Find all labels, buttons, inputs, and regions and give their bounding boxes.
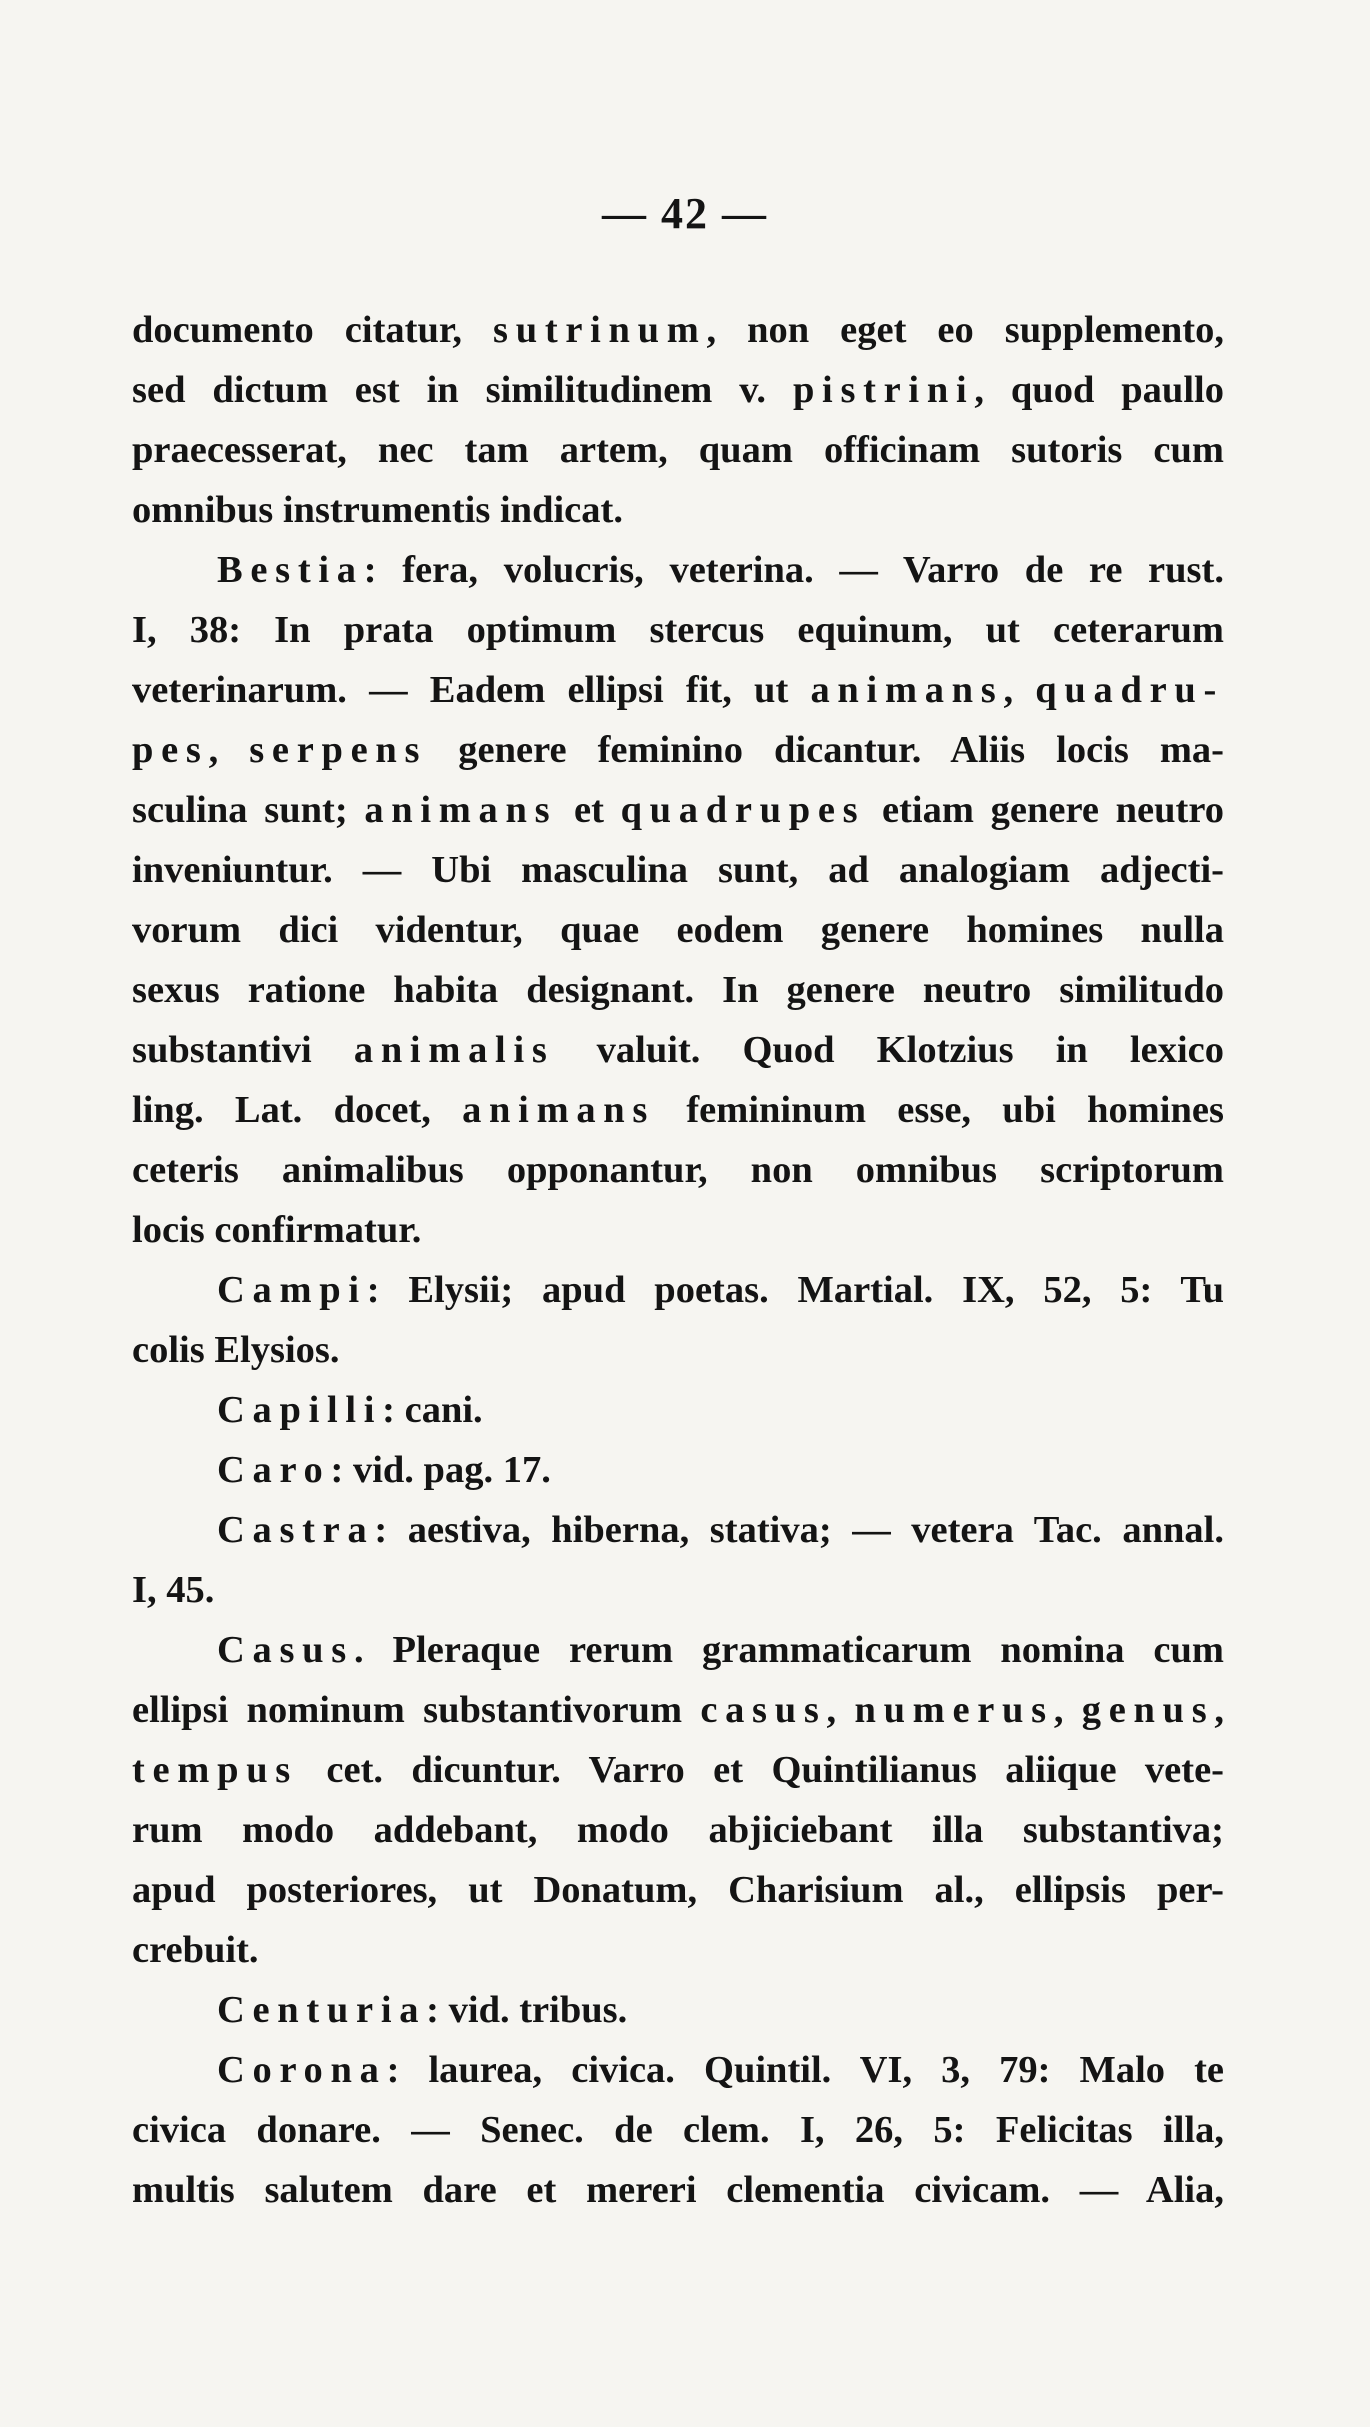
spaced-term: Corona — [217, 2049, 387, 2091]
text-segment: substantivi — [132, 1029, 354, 1071]
text-segment: civica donare. — Senec. de clem. I, 26, 5: Felicitas illa, — [132, 2109, 1224, 2151]
text-segment: valuit. Quod Klotzius in lexico — [554, 1029, 1224, 1071]
spaced-term: Centuria — [217, 1989, 427, 2031]
text-line — [132, 1320, 1224, 1380]
text-segment: sed dictum est in similitudinem v. — [132, 369, 793, 411]
text-segment: et — [557, 789, 621, 831]
text-segment: I, 45. — [132, 1569, 215, 1611]
text-line — [132, 780, 1224, 840]
text-line — [132, 1200, 1224, 1260]
text-line — [132, 540, 1224, 600]
text-segment: : aestiva, hiberna, stativa; — vetera Tac. annal. — [374, 1509, 1224, 1551]
spaced-term: Casus — [217, 1629, 354, 1671]
spaced-term: sutrinum — [493, 309, 707, 351]
spaced-term: Campi — [217, 1269, 367, 1311]
text-segment: , — [1053, 1689, 1082, 1731]
spaced-term: tempus — [132, 1749, 298, 1791]
text-line — [132, 900, 1224, 960]
text-line — [132, 1440, 1224, 1500]
text-line — [132, 960, 1224, 1020]
text-line — [132, 2040, 1224, 2100]
text-line — [132, 1740, 1224, 1800]
text-segment: colis Elysios. — [132, 1329, 340, 1371]
text-segment: . Pleraque rerum grammaticarum nomina cum — [353, 1629, 1224, 1671]
text-line — [132, 1380, 1224, 1440]
text-segment: genere feminino dicantur. Aliis locis ma- — [427, 729, 1224, 771]
spaced-term: Caro — [217, 1449, 331, 1491]
text-segment: veterinarum. — Eadem ellipsi fit, ut — [132, 669, 811, 711]
text-segment: : vid. pag. 17. — [330, 1449, 551, 1491]
text-segment: ellipsi nominum substantivorum — [132, 1689, 701, 1731]
text-line — [132, 1980, 1224, 2040]
text-segment: : Elysii; apud poetas. Martial. IX, 52, 5: Tu — [366, 1269, 1224, 1311]
spaced-term: numerus — [854, 1689, 1054, 1731]
text-line — [132, 1020, 1224, 1080]
text-line — [132, 1080, 1224, 1140]
page-number: — 42 — — [602, 189, 768, 238]
text-segment: I, 38: In prata optimum stercus equinum, ut ceterarum — [132, 609, 1224, 651]
text-line — [132, 1680, 1224, 1740]
text-line — [132, 720, 1224, 780]
text-segment: , non eget eo supplemento, — [706, 309, 1224, 351]
spaced-term: pes — [132, 729, 209, 771]
spaced-term: serpens — [249, 729, 428, 771]
text-segment: ling. Lat. docet, — [132, 1089, 463, 1131]
spaced-term: quadrupes — [620, 789, 866, 831]
spaced-term: animans — [462, 1089, 656, 1131]
spaced-term: pistrini — [792, 369, 975, 411]
text-line — [132, 600, 1224, 660]
text-line — [132, 420, 1224, 480]
text-segment: , — [826, 1689, 855, 1731]
text-segment: : fera, volucris, veterina. — Varro de re rust. — [363, 549, 1224, 591]
text-segment: praecesserat, nec tam artem, quam officinam sutoris cum — [132, 429, 1224, 471]
text-segment: ceteris animalibus opponantur, non omnibus scriptorum — [132, 1149, 1224, 1191]
text-segment: , — [208, 729, 250, 771]
text-segment: : vid. tribus. — [426, 1989, 628, 2031]
spaced-term: animalis — [353, 1029, 555, 1071]
text-line — [132, 360, 1224, 420]
text-segment: sexus ratione habita designant. In genere neutro similitudo — [132, 969, 1224, 1011]
text-segment: locis confirmatur. — [132, 1209, 422, 1251]
text-line — [132, 480, 1224, 540]
text-segment: rum modo addebant, modo abjiciebant illa substantiva; — [132, 1809, 1224, 1851]
body-text — [132, 300, 1224, 2220]
text-line — [132, 1800, 1224, 1860]
text-line — [132, 1920, 1224, 1980]
spaced-term: casus — [700, 1689, 827, 1731]
text-line — [132, 2160, 1224, 2220]
text-line — [132, 2100, 1224, 2160]
text-line — [132, 1140, 1224, 1200]
text-line — [132, 1560, 1224, 1620]
spaced-term: Bestia — [217, 549, 364, 591]
spaced-term: animans — [364, 789, 558, 831]
spaced-term: quadru- — [1035, 669, 1224, 711]
text-segment: , — [1214, 1689, 1224, 1731]
text-line — [132, 1860, 1224, 1920]
text-line — [132, 300, 1224, 360]
text-segment: apud posteriores, ut Donatum, Charisium al., ellipsis per- — [132, 1869, 1224, 1911]
text-segment: inveniuntur. — Ubi masculina sunt, ad analogiam adjecti- — [132, 849, 1224, 891]
spaced-term: genus — [1081, 1689, 1215, 1731]
text-line — [132, 1620, 1224, 1680]
text-segment: : laurea, civica. Quintil. VI, 3, 79: Malo te — [386, 2049, 1224, 2091]
text-segment: cet. dicuntur. Varro et Quintilianus aliique vete- — [298, 1749, 1224, 1791]
text-line — [132, 1500, 1224, 1560]
text-segment: : cani. — [382, 1389, 483, 1431]
text-segment: etiam genere neutro — [865, 789, 1224, 831]
text-segment: , quod paullo — [974, 369, 1224, 411]
text-segment: , — [1003, 669, 1036, 711]
text-segment: crebuit. — [132, 1929, 259, 1971]
text-segment: documento citatur, — [132, 309, 494, 351]
text-line — [132, 840, 1224, 900]
text-line — [132, 1260, 1224, 1320]
spaced-term: Capilli — [217, 1389, 383, 1431]
spaced-term: animans — [810, 669, 1004, 711]
text-segment: omnibus instrumentis indicat. — [132, 489, 623, 531]
text-segment: femininum esse, ubi homines — [655, 1089, 1224, 1131]
spaced-term: Castra — [217, 1509, 375, 1551]
text-line — [132, 660, 1224, 720]
text-segment: sculina sunt; — [132, 789, 365, 831]
text-segment: vorum dici videntur, quae eodem genere homines nulla — [132, 909, 1224, 951]
text-segment: multis salutem dare et mereri clementia civicam. — Alia, — [132, 2169, 1224, 2211]
